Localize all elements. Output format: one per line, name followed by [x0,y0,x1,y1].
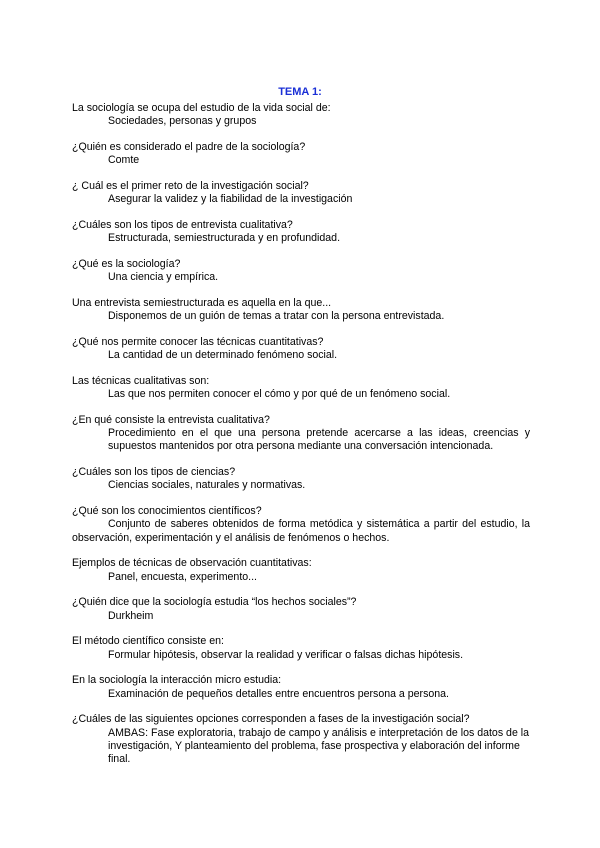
question-text: Una entrevista semiestructurada es aquella en la que... [72,297,332,309]
qa-item [72,557,530,583]
qa-item [72,297,530,323]
answer-text: Las que nos permiten conocer el cómo y por qué de un fenómeno social. [108,388,451,401]
answer-text: Sociedades, personas y grupos [108,115,257,128]
answer-text: Panel, encuesta, experimento... [108,570,257,583]
question-text: El método científico consiste en: [72,635,224,648]
answer-text: AMBAS: Fase exploratoria, trabajo de campo y análisis e interpretación de los datos de la investigación, Y planteamiento del problema, fase prospectiva y elaboración del informe final. [108,726,530,766]
qa-item [72,219,530,245]
answer-text: Una ciencia y empírica. [108,271,219,284]
answer-text: La cantidad de un determinado fenómeno social. [108,349,338,362]
answer-text: Durkheim [108,609,154,622]
qa-item [72,505,530,545]
question-text: ¿En qué consiste la entrevista cualitativa? [72,414,270,426]
qa-list [72,102,530,779]
qa-item [72,674,530,700]
answer-text: Asegurar la validez y la fiabilidad de la investigación [108,193,353,206]
qa-item [72,336,530,362]
question-text: Ejemplos de técnicas de observación cuantitativas: [72,557,312,570]
qa-item [72,466,530,492]
answer-text: Examinación de pequeños detalles entre encuentros persona a persona. [108,687,449,700]
answer-text: Ciencias sociales, naturales y normativas. [108,479,306,492]
qa-item [72,180,530,206]
question-text: ¿Cuáles son los tipos de entrevista cualitativa? [72,219,293,231]
answer-text: Comte [108,154,140,167]
question-text: La sociología se ocupa del estudio de la vida social de: [72,102,331,114]
question-text: En la sociología la interacción micro estudia: [72,674,282,687]
qa-item [72,375,530,401]
question-text: ¿Qué son los conocimientos científicos? [72,505,262,518]
answer-text: Conjunto de saberes obtenidos de forma metódica y sistemática a partir del estudio, la observación, experimentación y el análisis de fenómenos o hechos. [72,518,530,544]
answer-text: Estructurada, semiestructurada y en profundidad. [108,232,341,245]
question-text: ¿Cuáles son los tipos de ciencias? [72,466,236,479]
question-text: ¿ Cuál es el primer reto de la investigación social? [72,180,309,192]
answer-text: Formular hipótesis, observar la realidad y verificar o falsas dichas hipótesis. [108,648,464,661]
qa-item [72,635,530,661]
question-text: ¿Quién dice que la sociología estudia “los hechos sociales”? [72,596,357,609]
question-text: ¿Quién es considerado el padre de la sociología? [72,141,306,153]
qa-item [72,258,530,284]
question-text: ¿Qué es la sociología? [72,258,181,270]
question-text: ¿Cuáles de las siguientes opciones corresponden a fases de la investigación social? [72,713,470,726]
qa-item [72,414,530,454]
qa-item [72,596,530,622]
question-text: ¿Qué nos permite conocer las técnicas cuantitativas? [72,336,324,348]
qa-item [72,713,530,766]
question-text: Las técnicas cualitativas son: [72,375,210,387]
qa-item [72,141,530,167]
page-title: TEMA 1: [278,86,322,98]
qa-item [72,102,530,128]
answer-text: Procedimiento en el que una persona pretende acercarse a las ideas, creencias y supuestos mantenidos por otra persona mediante una conversación intencionada. [108,427,530,453]
answer-text: Disponemos de un guión de temas a tratar con la persona entrevistada. [108,310,445,323]
